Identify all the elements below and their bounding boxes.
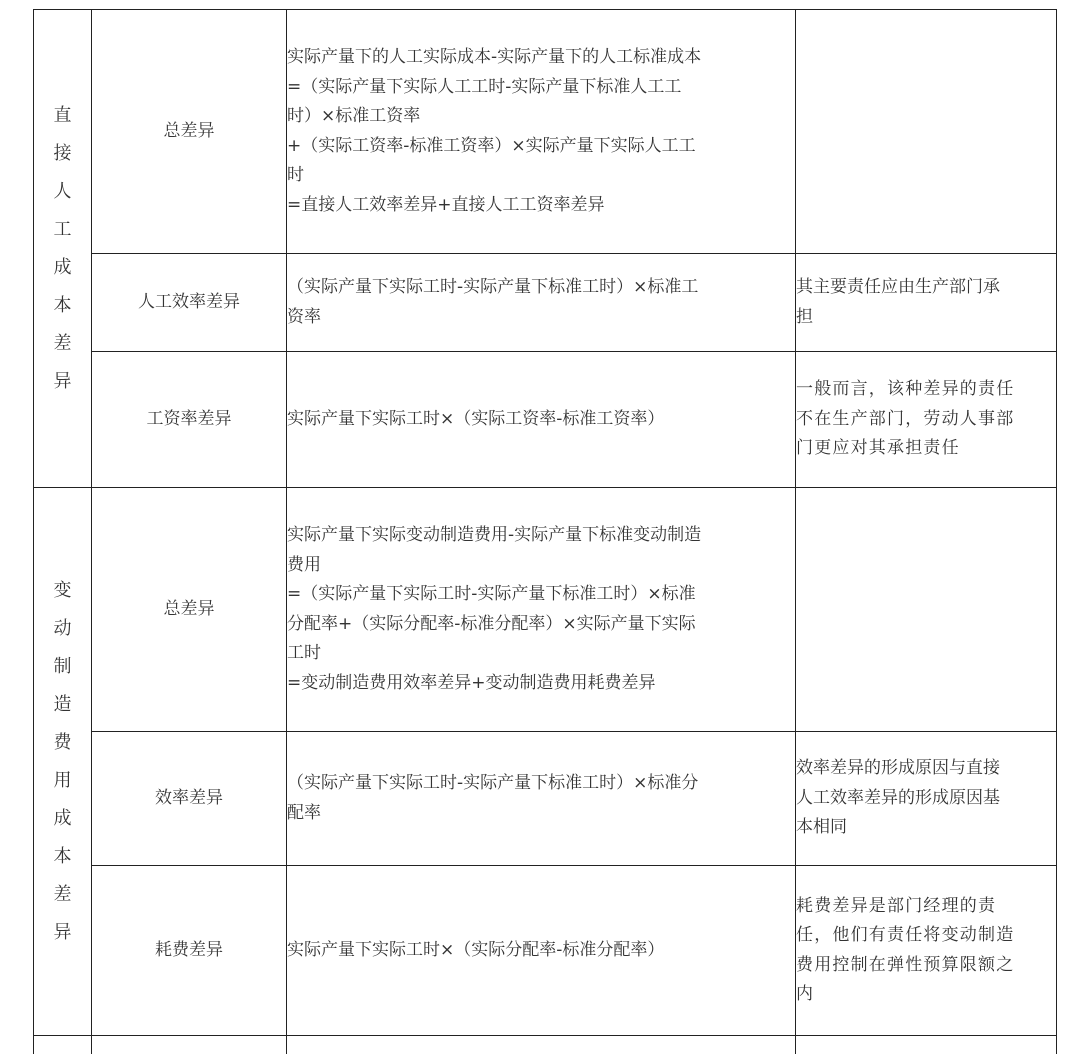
formula-line: =（实际产量下实际人工工时-实际产量下标准人工工 [287, 73, 795, 103]
formula-line: 实际产量下的人工实际成本-实际产量下的人工标准成本 [287, 43, 795, 73]
note-line: 任，他们有责任将变动制造 [796, 921, 1056, 951]
formula-cell [287, 254, 796, 352]
category-label: 变动制造费用成本差异 [53, 572, 73, 952]
formula-line: 时 [287, 161, 795, 191]
category-cell [34, 488, 92, 1036]
table-row [34, 732, 1057, 866]
formula-line: 分配率+（实际分配率-标准分配率）×实际产量下实际 [287, 610, 795, 640]
note-line: 一般而言，该种差异的责任 [796, 375, 1056, 405]
note-line: 内 [796, 980, 1056, 1010]
formula-line: 实际产量下实际变动制造费用-实际产量下标准变动制造 [287, 521, 795, 551]
note-line: 效率差异的形成原因与直接 [796, 754, 1056, 784]
formula-line: 配率 [287, 799, 795, 829]
formula-line: （实际产量下实际工时-实际产量下标准工时）×标准工 [287, 273, 795, 303]
empty-cell [796, 1036, 1057, 1054]
note-cell [796, 732, 1057, 866]
formula-line: 资率 [287, 303, 795, 333]
formula-line: =直接人工效率差异+直接人工工资率差异 [287, 191, 795, 221]
note-cell [796, 352, 1057, 488]
empty-cell [287, 1036, 796, 1054]
formula-line: 费用 [287, 551, 795, 581]
variance-name-cell [92, 254, 287, 352]
note-cell [796, 10, 1057, 254]
cost-variance-table [33, 9, 1057, 1054]
variance-name: 耗费差异 [155, 940, 223, 960]
note-line: 不在生产部门，劳动人事部 [796, 405, 1056, 435]
variance-name-cell [92, 352, 287, 488]
note-line: 耗费差异是部门经理的责 [796, 892, 1056, 922]
variance-name-cell [92, 10, 287, 254]
note-cell [796, 488, 1057, 732]
empty-cell [34, 1036, 92, 1054]
formula-cell [287, 488, 796, 732]
note-line: 担 [796, 303, 1056, 333]
note-line: 本相同 [796, 813, 1056, 843]
formula-line: 实际产量下实际工时×（实际分配率-标准分配率） [287, 936, 795, 966]
note-line: 费用控制在弹性预算限额之 [796, 951, 1056, 981]
formula-line: （实际产量下实际工时-实际产量下标准工时）×标准分 [287, 769, 795, 799]
variance-name-cell [92, 866, 287, 1036]
note-line: 门更应对其承担责任 [796, 434, 1056, 464]
variance-name: 总差异 [164, 121, 215, 141]
variance-name-cell [92, 488, 287, 732]
note-cell [796, 254, 1057, 352]
variance-name: 效率差异 [155, 788, 223, 808]
category-label: 直接人工成本差异 [53, 97, 73, 401]
formula-cell [287, 732, 796, 866]
note-line: 其主要责任应由生产部门承 [796, 273, 1056, 303]
formula-line: 工时 [287, 639, 795, 669]
formula-cell [287, 866, 796, 1036]
formula-line: 时）×标准工资率 [287, 102, 795, 132]
variance-name-cell [92, 732, 287, 866]
empty-cell [92, 1036, 287, 1054]
formula-line: =变动制造费用效率差异+变动制造费用耗费差异 [287, 669, 795, 699]
variance-name: 人工效率差异 [138, 292, 240, 312]
formula-cell [287, 352, 796, 488]
table-row [34, 488, 1057, 732]
category-cell [34, 10, 92, 488]
formula-cell [287, 10, 796, 254]
formula-line: 实际产量下实际工时×（实际工资率-标准工资率） [287, 405, 795, 435]
table-row [34, 254, 1057, 352]
formula-line: +（实际工资率-标准工资率）×实际产量下实际人工工 [287, 132, 795, 162]
table-row [34, 866, 1057, 1036]
note-line: 人工效率差异的形成原因基 [796, 784, 1056, 814]
note-cell [796, 866, 1057, 1036]
table-row [34, 10, 1057, 254]
formula-line: =（实际产量下实际工时-实际产量下标准工时）×标准 [287, 580, 795, 610]
table-row [34, 1036, 1057, 1054]
variance-name: 工资率差异 [147, 409, 232, 429]
variance-name: 总差异 [164, 599, 215, 619]
table-row [34, 352, 1057, 488]
